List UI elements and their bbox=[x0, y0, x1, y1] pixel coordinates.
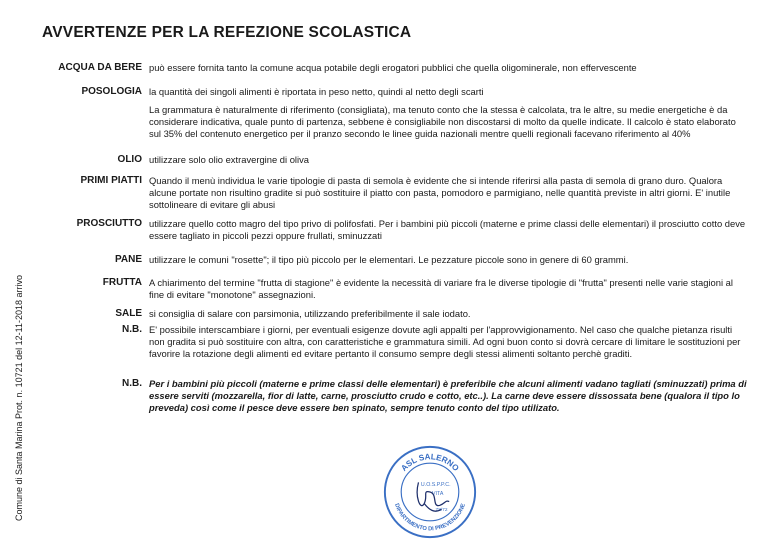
section-label: N.B. bbox=[122, 324, 142, 335]
paragraph: Per i bambini più piccoli (materne e prime classi delle elementari) è preferibile che alcuni alimenti vadano tagliati (sminuzzati) prima di essere serviti (mozzarella, fior di latte, carne, prosciutto crudo e cotto, etc..). La carne deve essere dissossata bene (qualora il tipo lo preveda) così come il pesce deve essere ben spinato, sempre tenuto conto del tipo utilizato. bbox=[149, 378, 747, 413]
section-text bbox=[149, 254, 749, 266]
section-text bbox=[149, 62, 749, 74]
paragraph: utilizzare quello cotto magro del tipo privo di polifosfati. Per i bambini più piccoli (materne e prime classi delle elementari) il prosciutto cotto deve essere tagliato in piccoli pezzi oppure frullati, sminuzzati bbox=[149, 218, 746, 241]
paragraph: La grammatura è naturalmente di riferimento (consigliata), ma tenuto conto che la stessa è calcolata, tra le altre, su medie energetiche è da considerare indicativa, quale punto di partenza, sebbene è consigliabile non discostarsi di molto da quelle indicate. Il calcolo è stato elaborato sul 35% del contenuto energetico per il pranzo secondo le linee guida nazionali mentre quelli regionali facevano riferimento al 40% bbox=[149, 104, 736, 139]
section-label: PANE bbox=[114, 254, 142, 265]
stamp-line-2: VITA bbox=[432, 490, 444, 497]
section-text bbox=[149, 324, 749, 360]
paragraph: utilizzare le comuni "rosette"; il tipo più piccolo per le elementari. Le pezzature piccole sono in genere di 60 grammi. bbox=[149, 254, 629, 265]
section-text bbox=[149, 277, 749, 301]
asl-stamp-icon bbox=[382, 444, 478, 540]
protocol-side-note: Comune di Santa Marina Prot. n. 10721 del 12-11-2018 arrivo bbox=[14, 275, 24, 521]
paragraph: la quantità dei singoli alimenti è riportata in peso netto, quindi al netto degli scarti bbox=[149, 86, 484, 97]
section-text bbox=[149, 86, 749, 140]
section-label: PRIMI PIATTI bbox=[80, 175, 142, 186]
stamp-top-text: ASL SALERNO bbox=[399, 452, 461, 473]
stamp-bottom-text: DIPARTIMENTO DI PREVENZIONE bbox=[393, 502, 467, 533]
section-text bbox=[149, 378, 749, 414]
paragraph: A chiarimento del termine "frutta di stagione" è evidente la necessità di variare fra le diverse tipologie di "frutta" presenti nelle varie stagioni al fine di evitare "monotone" assegnazioni. bbox=[149, 277, 733, 300]
section-label: FRUTTA bbox=[102, 277, 142, 288]
paragraph: E' possibile interscambiare i giorni, per eventuali esigenze dovute agli appalti per l'approvvigionamento. Nel caso che qualche pietanza risulti non gradita si può sostituire con altra, con caratteristiche e grammatura simili. Ad ogni buon conto si dovrà cercare di limitare le sostituzioni per favorire la rotazione degli alimenti ed evitare pertanto il consumo sempre degli stessi alimenti soltanto perchè graditi. bbox=[149, 324, 741, 359]
section-label: SALE bbox=[115, 308, 142, 319]
section-text bbox=[149, 218, 749, 242]
section-text bbox=[149, 175, 749, 211]
section-text bbox=[149, 154, 749, 166]
section-text bbox=[149, 308, 749, 320]
stamp-line-3: 78/72 bbox=[435, 508, 448, 514]
section-label: OLIO bbox=[117, 154, 142, 165]
paragraph: può essere fornita tanto la comune acqua potabile degli erogatori pubblici che quella oligominerale, non effervescente bbox=[149, 62, 637, 73]
page-title: AVVERTENZE PER LA REFEZIONE SCOLASTICA bbox=[42, 24, 412, 41]
paragraph: Quando il menù individua le varie tipologie di pasta di semola è evidente che si intende riferirsi alla pasta di semola di grano duro. Qualora alcune portate non risultino gradite si può sostituire il piatto con pasta, pomodoro e parmigiano, nelle quantità previste in altri giorni. E' inutile sottolineare di evitare gli abusi bbox=[149, 175, 731, 210]
stamp-line-1: U.O.S.P.P.C. bbox=[420, 482, 451, 489]
paragraph: utilizzare solo olio extravergine di oliva bbox=[149, 154, 309, 165]
section-label: ACQUA DA BERE bbox=[58, 62, 142, 73]
section-label: N.B. bbox=[122, 378, 142, 389]
section-label: PROSCIUTTO bbox=[76, 218, 142, 229]
section-label: POSOLOGIA bbox=[81, 86, 142, 97]
paragraph: si consiglia di salare con parsimonia, utilizzando preferibilmente il sale iodato. bbox=[149, 308, 471, 319]
